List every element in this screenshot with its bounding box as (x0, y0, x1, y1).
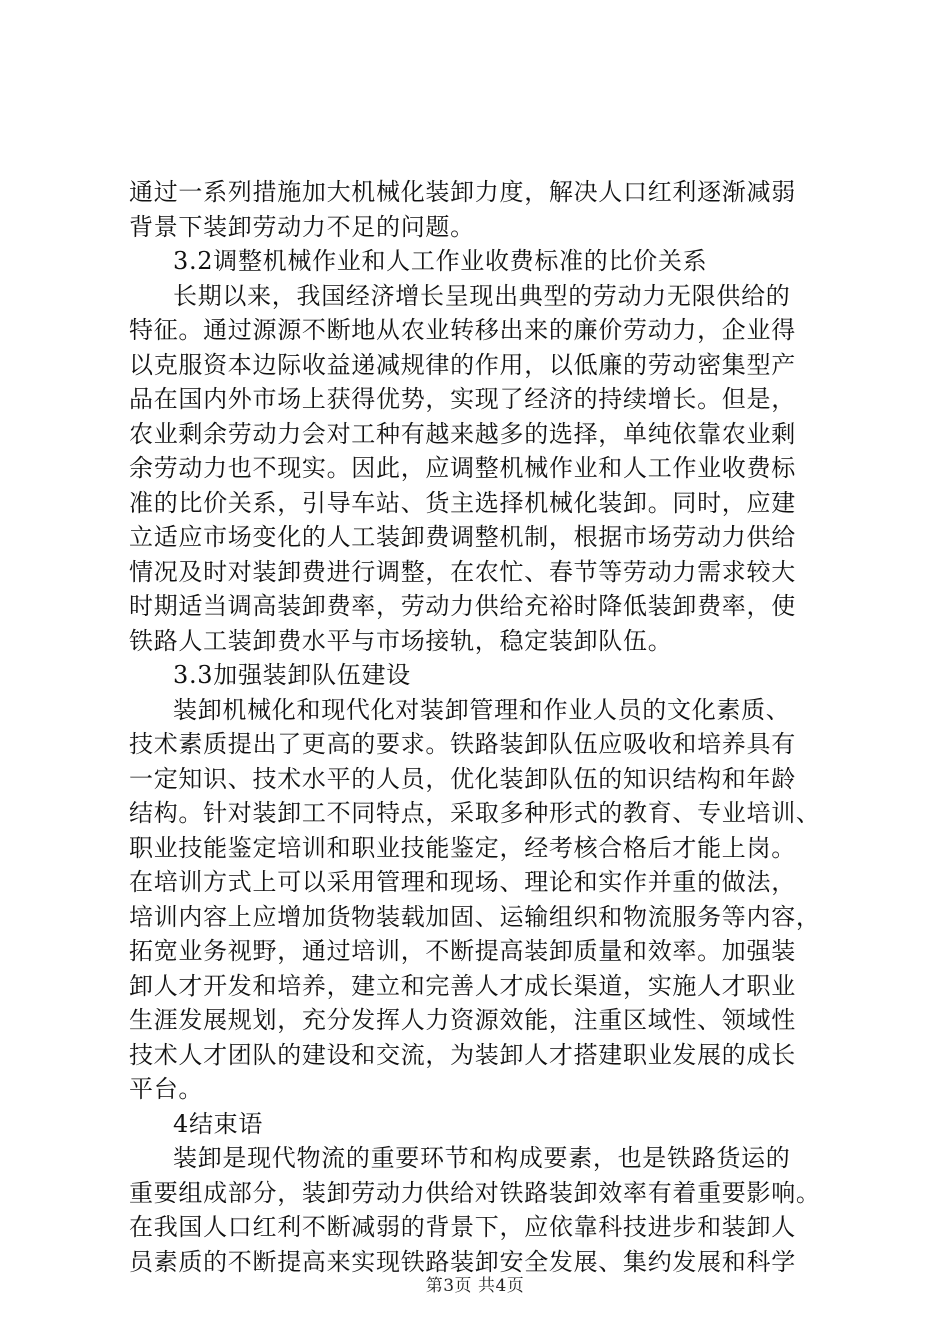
paragraph-line: 一定知识、技术水平的人员，优化装卸队伍的知识结构和年龄 (129, 764, 796, 793)
paragraph-line: 职业技能鉴定培训和职业技能鉴定，经考核合格后才能上岗。 (129, 833, 796, 862)
paragraph-line: 情况及时对装卸费进行调整，在农忙、春节等劳动力需求较大 (129, 557, 796, 586)
paragraph-line: 在我国人口红利不断减弱的背景下，应依靠科技进步和装卸人 (129, 1213, 796, 1241)
paragraph-line: 特征。通过源源不断地从农业转移出来的廉价劳动力，企业得 (129, 316, 796, 344)
paragraph-line: 余劳动力也不现实。因此，应调整机械作业和人工作业收费标 (129, 454, 796, 482)
paragraph-line: 品在国内外市场上获得优势，实现了经济的持续增长。但是， (129, 385, 796, 413)
paragraph-line: 装卸是现代物流的重要环节和构成要素，也是铁路货运的 (173, 1144, 791, 1172)
paragraph-line: 通过一系列措施加大机械化装卸力度，解决人口红利逐渐减弱 (129, 178, 796, 206)
page-number-footer: 第3页 共4页 (425, 1276, 525, 1296)
paragraph-line: 装卸机械化和现代化对装卸管理和作业人员的文化素质、 (173, 695, 791, 724)
paragraph-line: 以克服资本边际收益递减规律的作用，以低廉的劳动密集型产 (129, 350, 796, 379)
paragraph-line: 培训内容上应增加货物装载加固、运输组织和物流服务等内容， (129, 902, 821, 931)
paragraph-line: 员素质的不断提高来实现铁路装卸安全发展、集约发展和科学 (129, 1247, 796, 1276)
paragraph-line: 平台。 (129, 1075, 204, 1103)
paragraph-line: 生涯发展规划，充分发挥人力资源效能，注重区域性、领域性 (129, 1006, 796, 1034)
paragraph-line: 结构。针对装卸工不同特点，采取多种形式的教育、专业培训、 (129, 799, 821, 827)
paragraph-line: 拓宽业务视野，通过培训，不断提高装卸质量和效率。加强装 (129, 937, 796, 965)
paragraph-line: 卸人才开发和培养，建立和完善人才成长渠道，实施人才职业 (129, 971, 796, 1000)
section-heading-4: 4结束语 (173, 1109, 264, 1138)
paragraph-line: 时期适当调高装卸费率，劳动力供给充裕时降低装卸费率，使 (129, 592, 796, 620)
section-heading-3-2: 3.2调整机械作业和人工作业收费标准的比价关系 (173, 247, 708, 275)
paragraph-line: 长期以来，我国经济增长呈现出典型的劳动力无限供给的 (173, 281, 791, 310)
paragraph-line: 农业剩余劳动力会对工种有越来越多的选择，单纯依靠农业剩 (129, 419, 796, 448)
paragraph-line: 准的比价关系，引导车站、货主选择机械化装卸。同时，应建 (129, 488, 796, 517)
section-heading-3-3: 3.3加强装卸队伍建设 (173, 661, 411, 689)
body-text (129, 175, 829, 1279)
paragraph-line: 重要组成部分，装卸劳动力供给对铁路装卸效率有着重要影响。 (129, 1178, 821, 1207)
paragraph-line: 铁路人工装卸费水平与市场接轨，稳定装卸队伍。 (129, 626, 673, 655)
paragraph-line: 技术素质提出了更高的要求。铁路装卸队伍应吸收和培养具有 (129, 730, 796, 758)
paragraph-line: 背景下装卸劳动力不足的问题。 (129, 212, 475, 241)
paragraph-line: 技术人才团队的建设和交流，为装卸人才搭建职业发展的成长 (129, 1040, 796, 1069)
paragraph-line: 立适应市场变化的人工装卸费调整机制，根据市场劳动力供给 (129, 523, 796, 551)
paragraph-line: 在培训方式上可以采用管理和现场、理论和实作并重的做法， (129, 868, 796, 896)
